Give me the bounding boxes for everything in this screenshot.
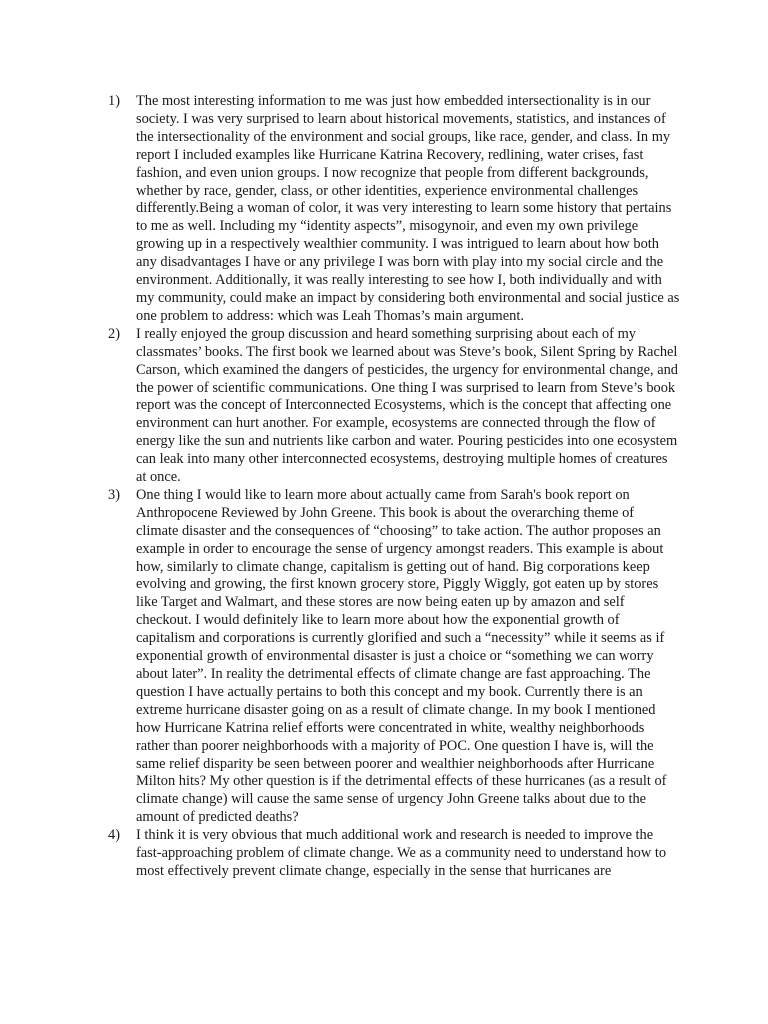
list-item-text: One thing I would like to learn more about actually came from Sarah's book report on Anthropocene Reviewed by John Greene. This book is about the overarching theme of climate disaster and the consequences of “choosing” to take action. The author proposes an example in order to encourage the sense of urgency amongst readers. This example is about how, similarly to climate change, capitalism is getting out of hand. Big corporations keep evolving and growing, the first known grocery store, Piggly Wiggly, got eaten up by stores like Target and Walmart, and these stores are now being eaten up by amazon and self checkout. I would definitely like to learn more about how the exponential growth of capitalism and corporations is currently glorified and such a “necessity” while it seems as if exponential growth of environmental disaster is just a choice or “something we can worry about later”. In reality the detrimental effects of climate change are fast approaching. The question I have actually pertains to both this concept and my book. Currently there is an extreme hurricane disaster going on as a result of climate change. In my book I mentioned how Hurricane Katrina relief efforts were concentrated in white, wealthy neighborhoods rather than poorer neighborhoods with a majority of POC. One question I have is, will the same relief disparity be seen between poorer and wealthier neighborhoods after Hurricane Milton hits? My other question is if the detrimental effects of these hurricanes (as a result of climate change) will cause the same sense of urgency John Greene talks about due to the amount of predicted deaths? <box>136 486 667 826</box>
list-item-4 <box>108 827 680 881</box>
list-number: 2) <box>108 325 120 342</box>
list-item-3 <box>108 487 680 827</box>
list-item-1 <box>108 93 680 326</box>
list-item-text: I think it is very obvious that much additional work and research is needed to improve the fast-approaching problem of climate change. We as a community need to understand how to most effectively prevent climate change, especially in the sense that hurricanes are <box>136 827 667 879</box>
list-number: 3) <box>108 486 120 503</box>
numbered-response-list <box>108 93 680 881</box>
list-item-text: I really enjoyed the group discussion and heard something surprising about each of my classmates’ books. The first book we learned about was Steve’s book, Silent Spring by Rachel Carson, which examined the dangers of pesticides, the urgency for environmental change, and the power of scientific communications. One thing I was surprised to learn from Steve’s book report was the concept of Interconnected Ecosystems, which is the concept that affecting one environment can hurt another. For example, ecosystems are connected through the flow of energy like the sun and nutrients like carbon and water. Pouring pesticides into one ecosystem can leak into many other interconnected ecosystems, destroying multiple homes of creatures at once. <box>136 325 679 486</box>
list-item-2 <box>108 326 680 487</box>
list-number: 1) <box>108 93 120 109</box>
list-number: 4) <box>108 827 120 844</box>
list-item-text: The most interesting information to me was just how embedded intersectionality is in our society. I was very surprised to learn about historical movements, statistics, and instances of the intersectionality of the environment and social groups, like race, gender, and class. In my report I included examples like Hurricane Katrina Recovery, redlining, water crises, fast fashion, and even union groups. I now recognize that people from different backgrounds, whether by race, gender, class, or other identities, experience environmental challenges differently.Being a woman of color, it was very interesting to learn some history that pertains to me as well. Including my “identity aspects”, misogynoir, and even my own privilege growing up in a respectively wealthier community. I was intrigued to learn about how both any disadvantages I have or any privilege I was born with play into my social circle and the environment. Additionally, it was really interesting to see how I, both individually and with my community, could make an impact by considering both environmental and social justice as one problem to address: which was Leah Thomas’s main argument. <box>136 93 680 324</box>
